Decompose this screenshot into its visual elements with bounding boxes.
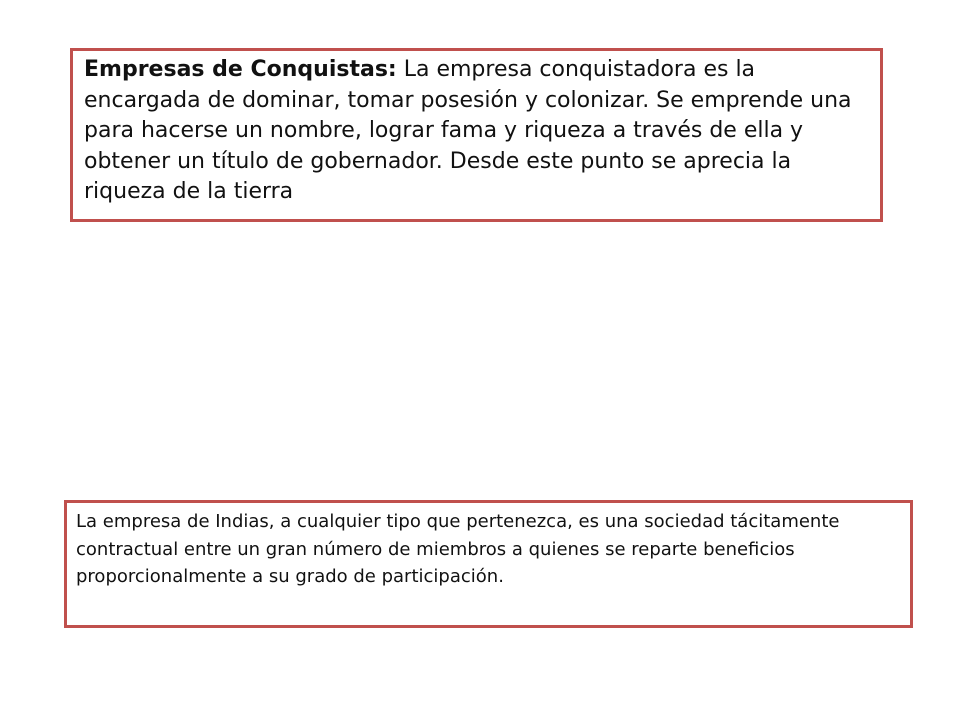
conquest-enterprise-heading: Empresas de Conquistas: [84,57,397,82]
conquest-enterprise-body: La empresa conquistadora es la encargada de dominar, tomar posesión y colonizar. Se emprende una para hacerse un nombre, lograr fama y riqueza a través de ella y obtener un título de gobernador. Desde este punto se aprecia la riqueza de la tierra [84,57,852,204]
conquest-enterprise-text-box [70,48,883,222]
indies-enterprise-body: La empresa de Indias, a cualquier tipo que pertenezca, es una sociedad tácitamente contractual entre un gran número de miembros a quienes se reparte beneficios proporcionalmente a su grado de participación. [76,511,840,587]
indies-enterprise-text-box [64,500,913,628]
